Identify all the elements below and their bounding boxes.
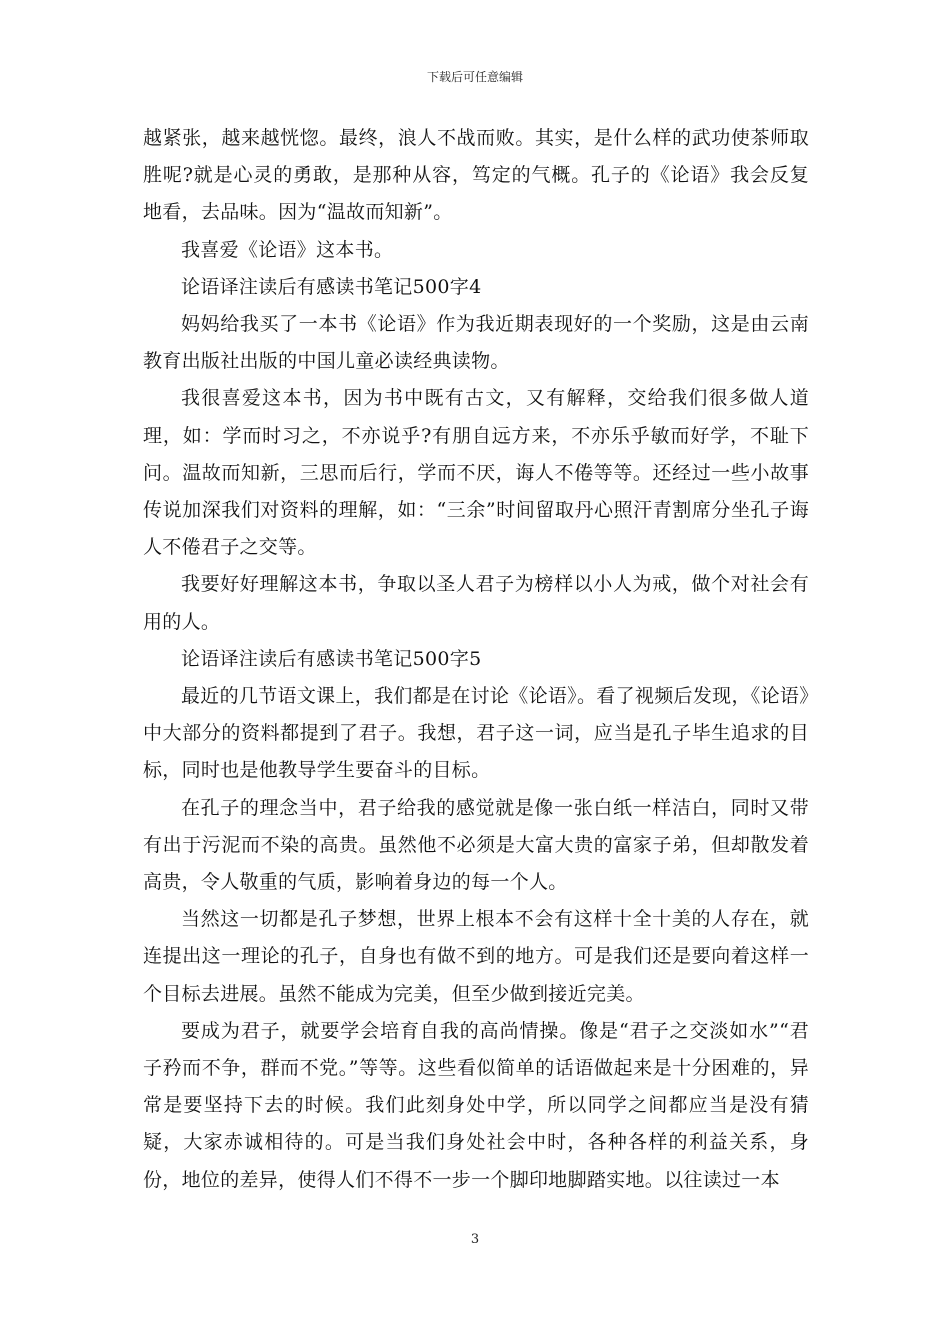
- paragraph-continuation: 越紧张，越来越恍惚。最终，浪人不战而败。其实，是什么样的武功使茶师取胜呢?就是心灵的勇敢，是那种从容，笃定的气概。孔子的《论语》我会反复地看，去品味。因为“温故而知新”。: [143, 127, 809, 224]
- document-body: [143, 120, 809, 1199]
- paragraph: 我要好好理解这本书，争取以圣人君子为榜样以小人为戒，做个对社会有用的人。: [143, 573, 809, 633]
- section-heading: 论语译注读后有感读书笔记500字5: [181, 647, 482, 670]
- paragraph: 我喜爱《论语》这本书。: [181, 238, 394, 261]
- page-number: 3: [470, 1232, 480, 1247]
- paragraph: 在孔子的理念当中，君子给我的感觉就是像一张白纸一样洁白，同时又带有出于污泥而不染的高贵。虽然他不必须是大富大贵的富家子弟，但却散发着高贵，令人敬重的气质，影响着身边的每一个人。: [143, 796, 809, 894]
- paragraph: 我很喜爱这本书，因为书中既有古文，又有解释，交给我们很多做人道理，如：学而时习之，不亦说乎?有朋自远方来，不亦乐乎敏而好学，不耻下问。温故而知新，三思而后行，学而不厌，诲人不倦等等。还经过一些小故事传说加深我们对资料的理解，如：“三余”时间留取丹心照汗青割席分坐孔子诲人不倦君子之交等。: [143, 387, 809, 559]
- paragraph: 当然这一切都是孔子梦想，世界上根本不会有这样十全十美的人存在，就连提出这一理论的孔子，自身也有做不到的地方。可是我们还是要向着这样一个目标去进展。虽然不能成为完美，但至少做到接近完美。: [143, 908, 809, 1005]
- paragraph: 要成为君子，就要学会培育自我的高尚情操。像是“君子之交淡如水”“君子矜而不争，群而不党。”等等。这些看似简单的话语做起来是十分困难的，异常是要坚持下去的时候。我们此刻身处中学，所以同学之间都应当是没有猜疑，大家赤诚相待的。可是当我们身处社会中时，各种各样的利益关系，身份，地位的差异，使得人们不得不一步一个脚印地脚踏实地。以往读过一本: [143, 1019, 809, 1191]
- section-heading: 论语译注读后有感读书笔记500字4: [181, 275, 482, 298]
- page-header: 下载后可任意编辑: [426, 70, 523, 84]
- paragraph: 最近的几节语文课上，我们都是在讨论《论语》。看了视频后发现，《论语》中大部分的资料都提到了君子。我想，君子这一词，应当是孔子毕生追求的目标，同时也是他教导学生要奋斗的目标。: [143, 685, 809, 782]
- paragraph: 妈妈给我买了一本书《论语》作为我近期表现好的一个奖励，这是由云南教育出版社出版的中国儿童必读经典读物。: [143, 313, 809, 373]
